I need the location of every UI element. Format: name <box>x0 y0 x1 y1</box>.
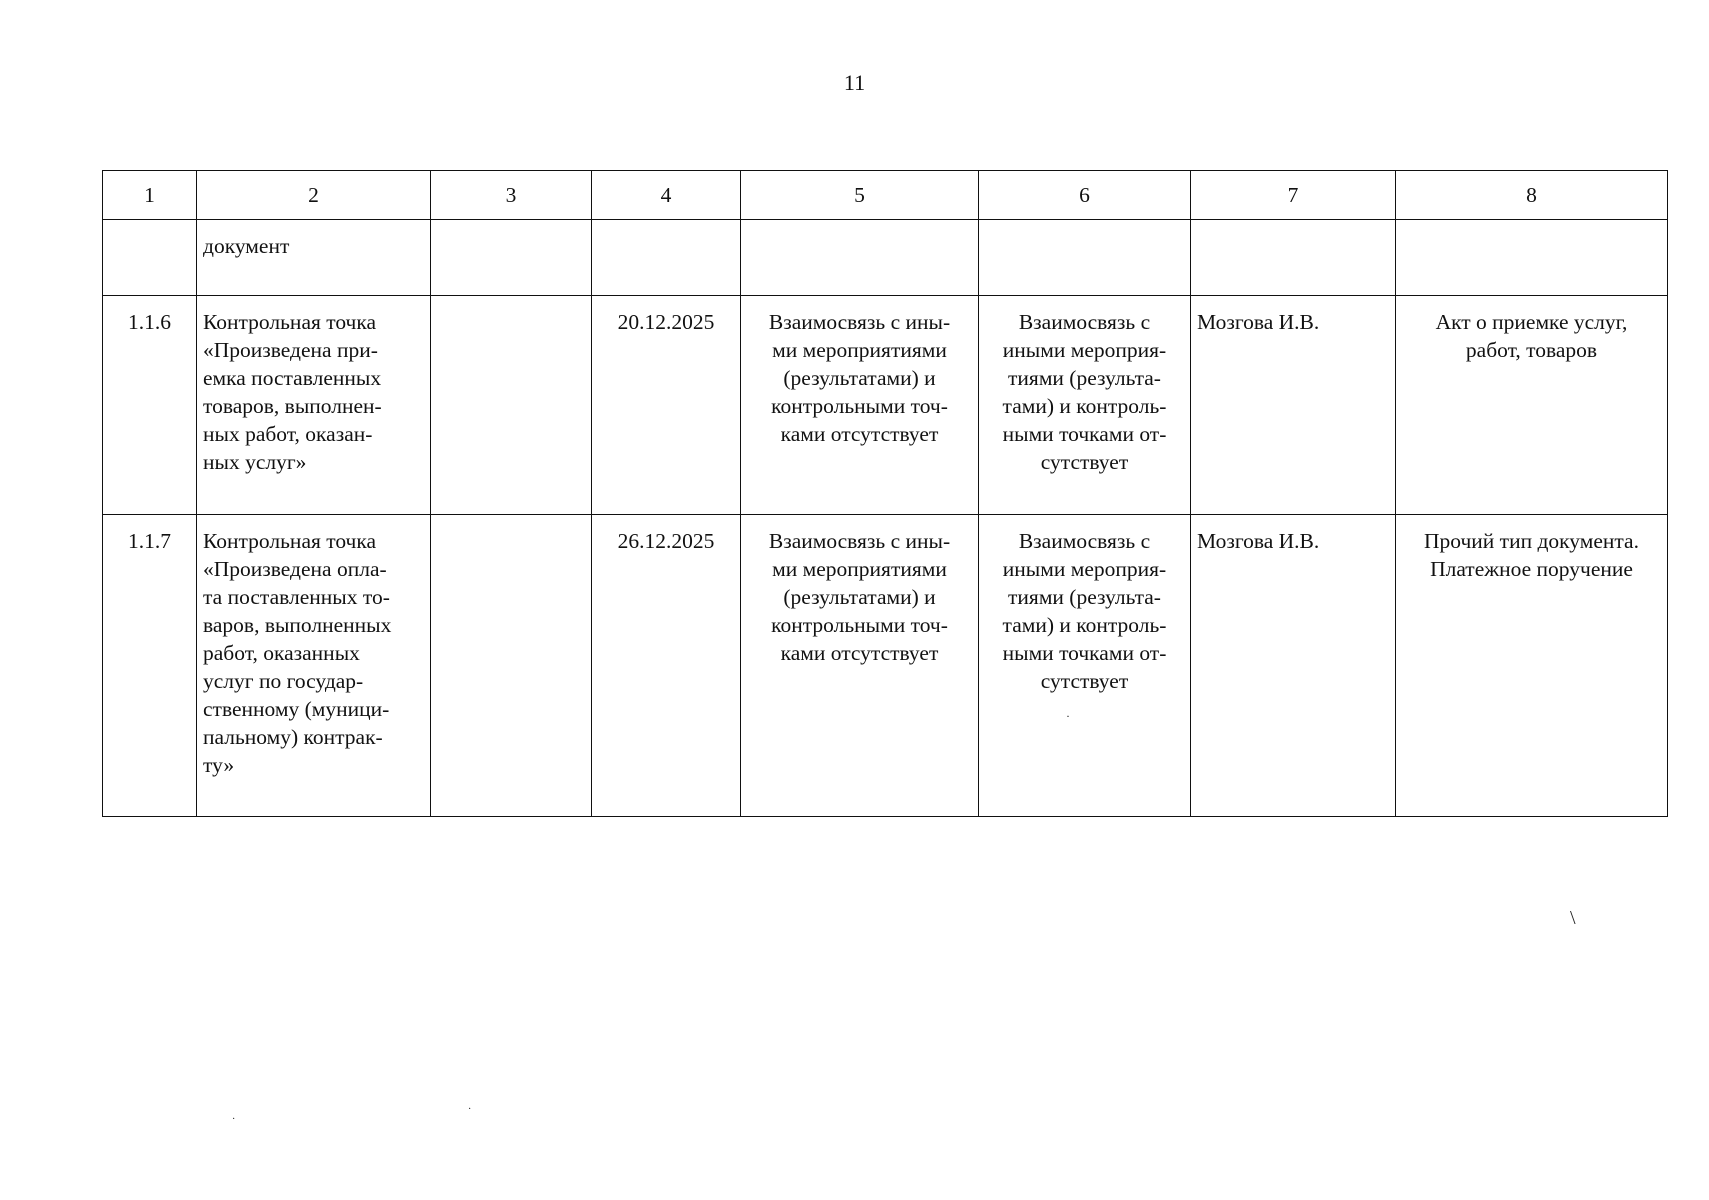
header-cell: 4 <box>592 171 741 220</box>
document-cell <box>1396 515 1668 817</box>
name-line: «Произведена опла- <box>203 557 387 581</box>
table-row <box>103 220 1668 296</box>
relation-line: Взаимосвязь с ины- <box>768 310 951 334</box>
relation-line: (результатами) и <box>783 366 936 390</box>
empty-cell <box>431 296 592 515</box>
responsible-cell <box>1191 220 1396 296</box>
header-cell: 2 <box>197 171 431 220</box>
date-cell: 26.12.2025 <box>592 515 741 817</box>
relation-line: ками отсутствует <box>780 641 939 665</box>
relation-line: сутствует <box>1040 450 1129 474</box>
document-line: Платежное поручение <box>1430 557 1633 581</box>
header-cell: 7 <box>1191 171 1396 220</box>
relation-cell <box>741 296 979 515</box>
scan-speck: · <box>468 1104 472 1115</box>
relation-line: ными точками от- <box>1002 641 1167 665</box>
date-cell <box>592 220 741 296</box>
relation-line: Взаимосвязь с <box>1018 529 1151 553</box>
name-cell <box>197 220 431 296</box>
page-number: 11 <box>843 70 866 95</box>
responsible-cell: Мозгова И.В. <box>1191 515 1396 817</box>
relation-line: ми мероприятиями <box>772 557 947 581</box>
relation-cell <box>979 220 1191 296</box>
empty-cell <box>431 515 592 817</box>
relation-cell <box>741 220 979 296</box>
relation-line: ми мероприятиями <box>772 338 947 362</box>
row-number-cell: 1.1.7 <box>103 515 197 817</box>
table-header-row <box>103 171 1668 220</box>
relation-line: сутствует <box>1040 669 1129 693</box>
document-line: работ, товаров <box>1465 338 1598 362</box>
relation-line: Взаимосвязь с <box>1018 310 1151 334</box>
name-line: Контрольная точка <box>203 310 377 334</box>
table-row <box>103 296 1668 515</box>
name-cell <box>197 515 431 817</box>
relation-cell <box>979 515 1191 817</box>
document-line: Акт о приемке услуг, <box>1435 310 1628 334</box>
name-line: работ, оказанных <box>203 641 360 665</box>
relation-line: контрольными точ- <box>771 613 948 637</box>
relation-line: иными мероприя- <box>1002 338 1167 362</box>
name-line: «Произведена при- <box>203 338 378 362</box>
scan-speck: · <box>1066 709 1070 723</box>
name-line: та поставленных то- <box>203 585 390 609</box>
name-cell <box>197 296 431 515</box>
relation-line: тиями (результа- <box>1008 585 1161 609</box>
relation-line: тами) и контроль- <box>1002 613 1167 637</box>
scan-speck: \ <box>1570 907 1576 929</box>
row-number-cell <box>103 220 197 296</box>
empty-cell <box>431 220 592 296</box>
name-line: ных услуг» <box>203 450 307 474</box>
name-line: пальному) контрак- <box>203 725 383 749</box>
document-cell <box>1396 296 1668 515</box>
name-line: товаров, выполнен- <box>203 394 382 418</box>
document-cell <box>1396 220 1668 296</box>
header-cell: 1 <box>103 171 197 220</box>
relation-cell <box>741 515 979 817</box>
responsible-cell: Мозгова И.В. <box>1191 296 1396 515</box>
name-line: документ <box>203 234 290 258</box>
name-line: ту» <box>203 753 235 777</box>
relation-line: ками отсутствует <box>780 422 939 446</box>
relation-line: тами) и контроль- <box>1002 394 1167 418</box>
relation-line: тиями (результа- <box>1008 366 1161 390</box>
name-line: Контрольная точка <box>203 529 377 553</box>
header-cell: 3 <box>431 171 592 220</box>
name-line: ственному (муници- <box>203 697 390 721</box>
header-cell: 8 <box>1396 171 1668 220</box>
header-cell: 6 <box>979 171 1191 220</box>
table-row <box>103 515 1668 817</box>
relation-cell <box>979 296 1191 515</box>
relation-line: иными мероприя- <box>1002 557 1167 581</box>
name-line: варов, выполненных <box>203 613 392 637</box>
relation-line: Взаимосвязь с ины- <box>768 529 951 553</box>
plan-table <box>102 170 1668 817</box>
document-line: Прочий тип документа. <box>1424 529 1639 553</box>
relation-line: контрольными точ- <box>771 394 948 418</box>
date-cell: 20.12.2025 <box>592 296 741 515</box>
name-line: услуг по государ- <box>203 669 364 693</box>
row-number-cell: 1.1.6 <box>103 296 197 515</box>
header-cell: 5 <box>741 171 979 220</box>
relation-line: (результатами) и <box>783 585 936 609</box>
scan-speck: · <box>232 1114 236 1125</box>
name-line: емка поставленных <box>203 366 382 390</box>
relation-line: ными точками от- <box>1002 422 1167 446</box>
name-line: ных работ, оказан- <box>203 422 373 446</box>
